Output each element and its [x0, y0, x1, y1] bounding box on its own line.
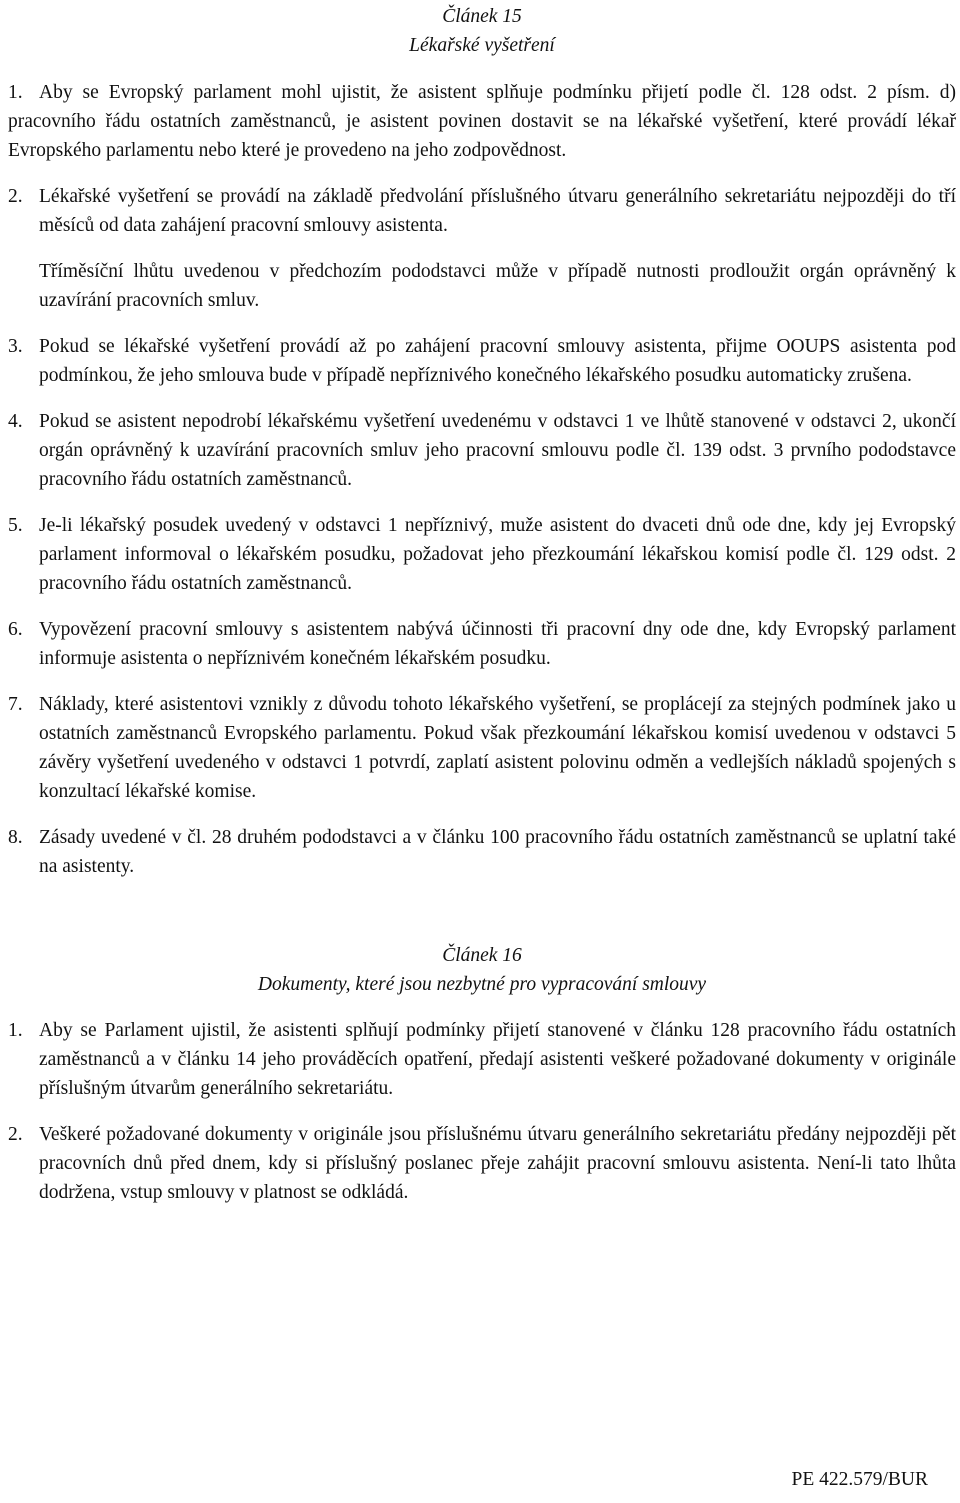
article-15-item-7 — [8, 690, 956, 806]
item-number: 1. — [8, 1020, 23, 1041]
item-text: Náklady, které asistentovi vznikly z důvodu tohoto lékařského vyšetření, se proplácejí za stejných podmínek jako u ostatních zaměstnanců Evropského parlamentu. Pokud však přezkoumání lékařskou komisí uvedenou v odstavci 5 závěry vyšetření uvedeného v odstavci 1 potvrdí, zaplatí asistent polovinu odměn a vedlejších nákladů spojených s konzultací lékařské komise. — [39, 694, 956, 802]
item-text: Pokud se lékařské vyšetření provádí až po zahájení pracovní smlouvy asistenta, přijme OOUPS asistenta pod podmínkou, že jeho smlouva bude v případě nepříznivého konečného lékařského posudku automaticky zrušena. — [39, 336, 956, 386]
article-15-heading — [8, 2, 956, 60]
article-16-item-1 — [8, 1016, 956, 1103]
article-15-title: Článek 15 — [442, 6, 522, 27]
item-text: Lékařské vyšetření se provádí na základě předvolání příslušného útvaru generálního sekretariátu nejpozději do tří měsíců od data zahájení pracovní smlouvy asistenta. — [39, 186, 956, 236]
item-text: Zásady uvedené v čl. 28 druhém pododstavci a v článku 100 pracovního řádu ostatních zaměstnanců se uplatní také na asistenty. — [39, 827, 956, 877]
article-16-title: Článek 16 — [442, 945, 522, 966]
article-15 — [8, 2, 956, 881]
article-16-item-2 — [8, 1120, 956, 1207]
item-text: Aby se Evropský parlament mohl ujistit, že asistent splňuje podmínku přijetí podle čl. 128 odst. 2 písm. d) pracovního řádu ostatních zaměstnanců, je asistent povinen dostavit se na lékařské vyšetření, které provádí lékař Evropského parlamentu nebo které je provedeno na jeho zodpovědnost. — [8, 82, 956, 161]
article-15-item-2 — [8, 182, 956, 240]
item-number: 7. — [8, 694, 23, 715]
article-15-subtitle: Lékařské vyšetření — [409, 35, 555, 56]
article-15-item-8 — [8, 823, 956, 881]
item-number: 3. — [8, 336, 23, 357]
article-16-subtitle: Dokumenty, které jsou nezbytné pro vypracování smlouvy — [257, 974, 707, 995]
article-15-item-1 — [8, 78, 956, 165]
item-text: Aby se Parlament ujistil, že asistenti splňují podmínky přijetí stanovené v článku 128 pracovního řádu ostatních zaměstnanců a v článku 14 jeho prováděcích opatření, předají asistenti veškeré požadované dokumenty v originále příslušným útvarům generálního sekretariátu. — [39, 1020, 956, 1099]
article-15-item-2-subparagraph — [8, 257, 956, 315]
article-16 — [8, 941, 956, 1207]
item-number: 1. — [8, 82, 23, 103]
item-text: Pokud se asistent nepodrobí lékařskému vyšetření uvedenému v odstavci 1 ve lhůtě stanovené v odstavci 2, ukončí orgán oprávněný k uzavírání pracovních smluv jeho pracovní smlouvu podle čl. 139 odst. 3 prvního pododstavce pracovního řádu ostatních zaměstnanců. — [39, 411, 956, 490]
document-reference-footer: PE 422.579/BUR — [791, 1469, 928, 1490]
item-text: Vypovězení pracovní smlouvy s asistentem nabývá účinnosti tři pracovní dny ode dne, kdy Evropský parlament informuje asistenta o nepříznivém konečném lékařském posudku. — [39, 619, 956, 669]
article-16-heading — [8, 941, 956, 999]
item-number: 6. — [8, 619, 23, 640]
item-number: 2. — [8, 1124, 23, 1145]
article-15-item-4 — [8, 407, 956, 494]
document-page — [8, 2, 956, 1224]
item-number: 4. — [8, 411, 23, 432]
item-text: Je-li lékařský posudek uvedený v odstavci 1 nepříznivý, muže asistent do dvaceti dnů ode dne, kdy jej Evropský parlament informoval o lékařském posudku, požadovat jeho přezkoumání lékařskou komisí podle čl. 129 odst. 2 pracovního řádu ostatních zaměstnanců. — [39, 515, 956, 594]
article-15-item-6 — [8, 615, 956, 673]
item-number: 2. — [8, 186, 23, 207]
item-number: 8. — [8, 827, 23, 848]
item-text: Veškeré požadované dokumenty v originále jsou příslušnému útvaru generálního sekretariátu předány nejpozději pět pracovních dnů před dnem, kdy si příslušný poslanec přeje zahájit pracovní smlouvu asistenta. Není-li tato lhůta dodržena, vstup smlouvy v platnost se odkládá. — [39, 1124, 956, 1203]
item-number: 5. — [8, 515, 23, 536]
article-15-item-3 — [8, 332, 956, 390]
article-15-item-5 — [8, 511, 956, 598]
item-text: Tříměsíční lhůtu uvedenou v předchozím pododstavci může v případě nutnosti prodloužit orgán oprávněný k uzavírání pracovních smluv. — [39, 261, 956, 311]
